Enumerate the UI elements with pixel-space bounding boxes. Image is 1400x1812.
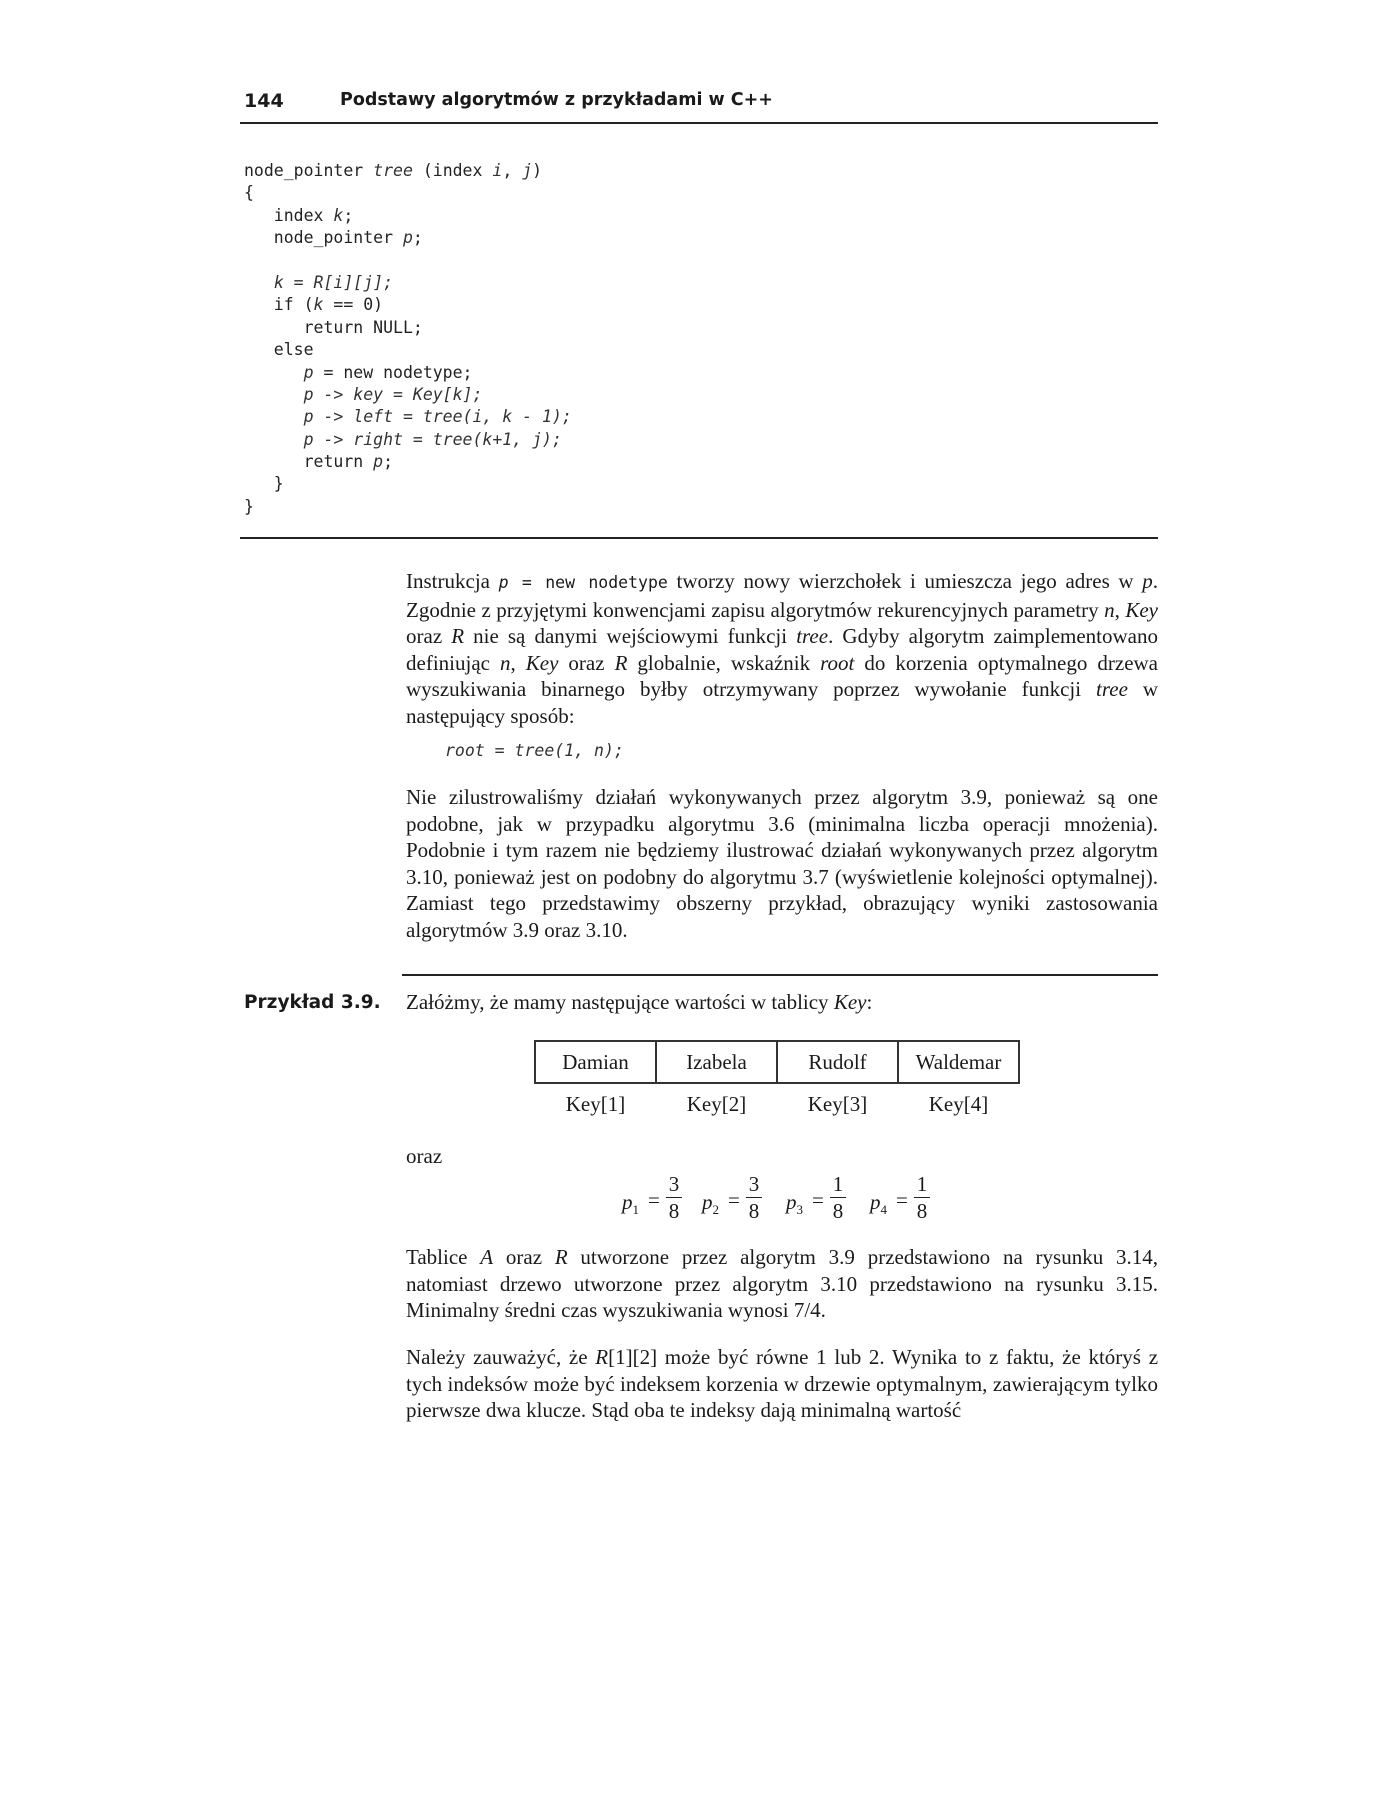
key-index-cell: Key[4] [928,1091,989,1116]
key-index-cell: Key[2] [686,1091,747,1116]
book-page: 144 Podstawy algorytmów z przykładami w C++ node_pointer tree (index i, j) { index k; node_pointer p; k = R[i][j]; if (k == 0) return NULL; else p = new nodetype; p -> key = Key[k]; p -> left = tree(i, k - 1); p -> right = tree(k+1, j); return p; } } Instrukcja p = new nodetype tworzy nowy wierzchołek i umieszcza jego adres w p. Zgodnie z przyjętymi konwencjami zapisu algorytmów rekurencyjnych parametry n, Key oraz R nie są danymi wejściowymi funkcji tree. Gdyby algorytm zaimplementowano definiując n, Key oraz R globalnie, wskaźnik root do korzenia optymalnego drzewa wyszukiwania binarnego byłby otrzymywany poprzez wywołanie funkcji tree w następujący sposób: root = tree(1, n); Nie zilustrowaliśmy działań wykonywanych przez algorytm 3.9, ponieważ są one podobne, jak w przypadku algorytmu 3.6 (minimalna liczba operacji mnożenia). Podobnie i tym razem nie będziemy ilustrować działań wykonywanych przez algorytm 3.10, ponieważ jest on podobny do algorytmu 3.7 (wyświetlenie kolejności optymalnej). Zamiast tego przedstawimy obszerny przykład, obrazujący wyniki zastosowania algorytmów 3.9 oraz 3.10. Przykład 3.9. Załóżmy, że mamy następujące wartości w tablicy Key: Damian Izabela Rudolf Waldemar Key[1] Key[2] Key[3] Key[4] oraz $p_1$ = 3 8 $p_2$ = 3 8 $p_3$ = 1 8 $p_4$ = 1 8 Tablice A oraz R utworzone przez algorytm 3.9 przedstawiono na rysunku 3.14, natomiast drzewo utworzone przez algorytm 3.10 przedstawiono na rysunku 3.15. Minimalny średni czas wyszukiwania wynosi 7/4. Należy zauważyć, że R[1][2] może być równe 1 lub 2. Wynika to z faktu, że któryś z tych indeksów może być indeksem korzenia w drzewie optymalnym, zawierającym tylko pierwsze dwa klucze. Stąd oba te indeksy dają minimalną wartość [0,0,1400,1812]
running-title: Podstawy algorytmów z przykładami w C++ [340,90,773,110]
example-label: Przykład 3.9. [244,992,381,1013]
example-intro: Załóżmy, że mamy następujące wartości w tablicy Key: [406,990,873,1014]
code-divider [240,537,1158,539]
key-index-cell: Key[3] [807,1091,868,1116]
code-line: return p; [244,452,394,472]
code-line: p -> left = tree(i, k - 1); [303,407,572,427]
key-table [534,1040,1020,1124]
code-line: p = new nodetype; [303,362,473,382]
key-value-cell: Damian [535,1041,656,1083]
key-index-row [535,1083,1019,1124]
key-value-cell: Waldemar [898,1041,1019,1083]
example-divider [402,974,1158,976]
conjunction-oraz: oraz [406,1144,443,1168]
code-line: p -> key = Key[k]; [303,384,483,404]
key-values-row [535,1041,1019,1083]
paragraph-explanation: Nie zilustrowaliśmy działań wykonywanych przez algorytm 3.9, ponieważ są one podobne, jak w przypadku algorytmu 3.6 (minimalna liczba operacji mnożenia). Podobnie i tym razem nie będziemy ilustrować działań wykonywanych przez algorytm 3.10, ponieważ jest on podobny do algorytmu 3.7 (wyświetlenie kolejności optymalnej). Zamiast tego przedstawimy obszerny przykład, obrazujący wyniki zastosowania algorytmów 3.9 oraz 3.10. [406,785,1158,942]
code-line: if (k == 0) [244,295,384,315]
paragraph-instruction: Instrukcja p = new nodetype tworzy nowy wierzchołek i umieszcza jego adres w p. Zgodnie z przyjętymi konwencjami zapisu algorytmów rekurencyjnych parametry n, Key oraz R nie są danymi wejściowymi funkcji tree. Gdyby algorytm zaimplementowano definiując n, Key oraz R globalnie, wskaźnik root do korzenia optymalnego drzewa wyszukiwania binarnego byłby otrzymywany poprzez wywołanie funkcji tree w następujący sposób: [406,569,1158,728]
paragraph-note: Należy zauważyć, że R[1][2] może być równe 1 lub 2. Wynika to z faktu, że któryś z tych indeksów może być indeksem korzenia w drzewie optymalnym, zawierającym tylko pierwsze dwa klucze. Stąd oba te indeksy dają minimalną wartość [406,1345,1159,1422]
code-line: p -> right = tree(k+1, j); [303,429,562,449]
paragraph-figures: Tablice A oraz R utworzone przez algorytm 3.9 przedstawiono na rysunku 3.14, natomiast drzewo utworzone przez algorytm 3.10 przedstawiono na rysunku 3.15. Minimalny średni czas wyszukiwania wynosi 7/4. [406,1245,1158,1322]
key-index-cell: Key[1] [565,1091,626,1116]
code-line: else [244,340,314,360]
code-line: } [244,474,284,494]
code-line [244,250,572,272]
code-line: return NULL; [244,317,423,337]
code-line: index k; [244,205,354,225]
key-value-cell: Rudolf [777,1041,898,1083]
page-header [240,88,1158,124]
page-number: 144 [244,90,284,112]
code-line: node_pointer tree (index i, j) [244,161,543,180]
code-line: node_pointer p; [244,228,423,248]
code-line: } [244,496,254,516]
code-line: k = R[i][j]; [273,272,394,292]
key-value-cell: Izabela [656,1041,777,1083]
code-line: { [244,183,254,203]
code-listing [244,160,572,518]
code-call-example: root = tree(1, n); [445,741,624,760]
